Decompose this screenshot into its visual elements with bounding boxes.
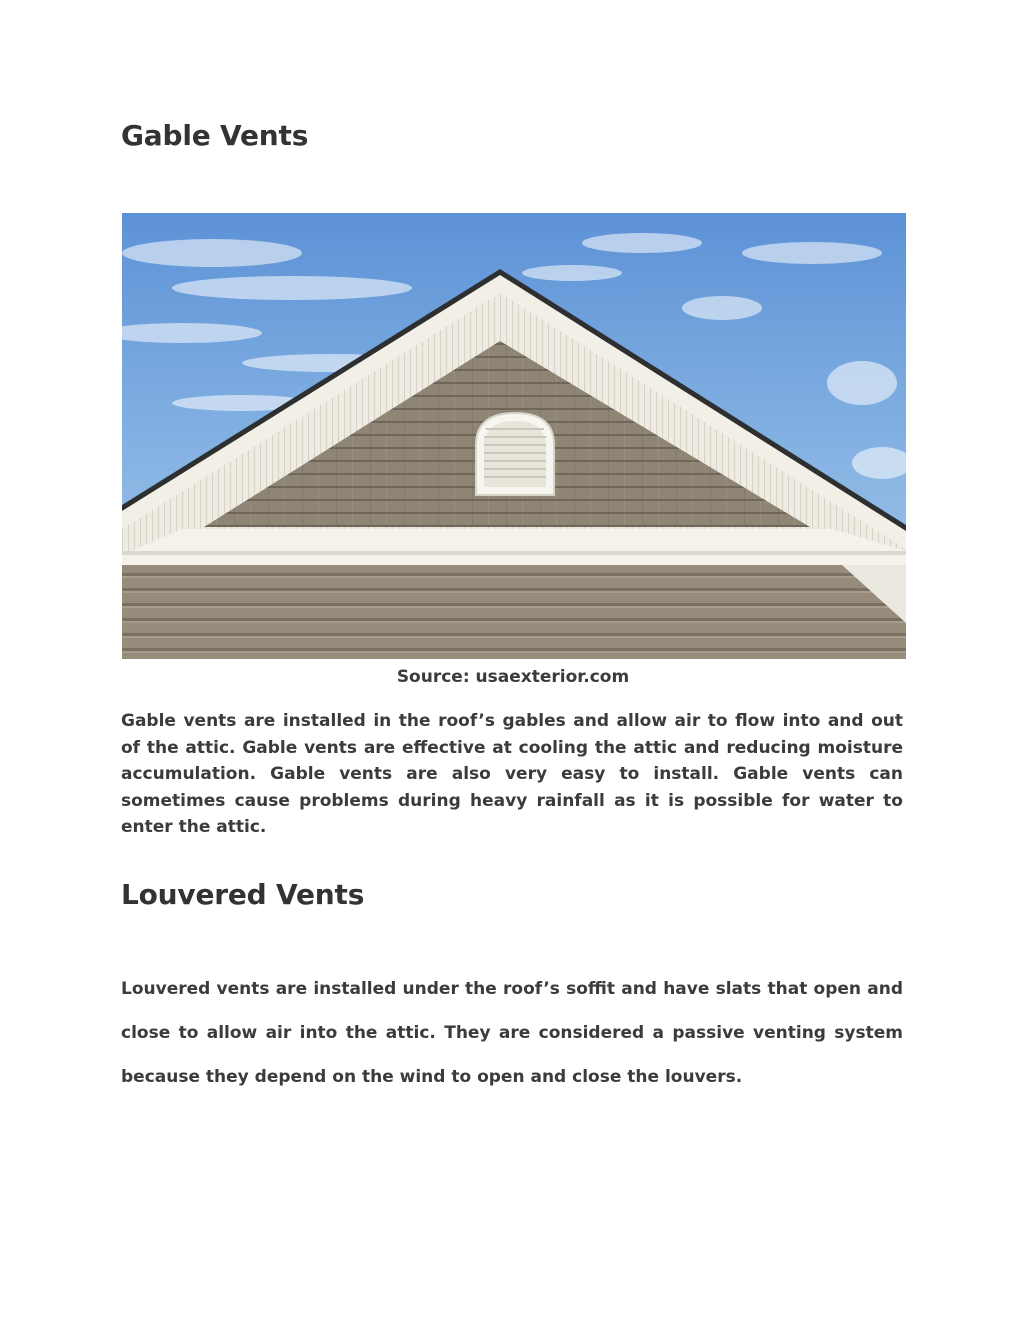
gable-roof-photo — [122, 213, 906, 659]
section-heading-gable-vents: Gable Vents — [121, 119, 309, 152]
section-heading-louvered-vents: Louvered Vents — [121, 878, 365, 911]
image-caption: Source: usaexterior.com — [396, 667, 630, 687]
louvered-vents-paragraph: Louvered vents are installed under the roof’s soffit and have slats that open and close to allow air into the attic. They are considered a passive venting system because they depend on the wind to open and close the louvers. — [121, 979, 903, 1087]
gable-vents-paragraph: Gable vents are installed in the roof’s gables and allow air to flow into and out of the attic. Gable vents are effective at cooling the attic and reducing moisture accumulation. Gable vents are also very easy to install. Gable vents can sometimes cause problems during heavy rainfall as it is possible for water to enter the attic. — [121, 711, 903, 837]
